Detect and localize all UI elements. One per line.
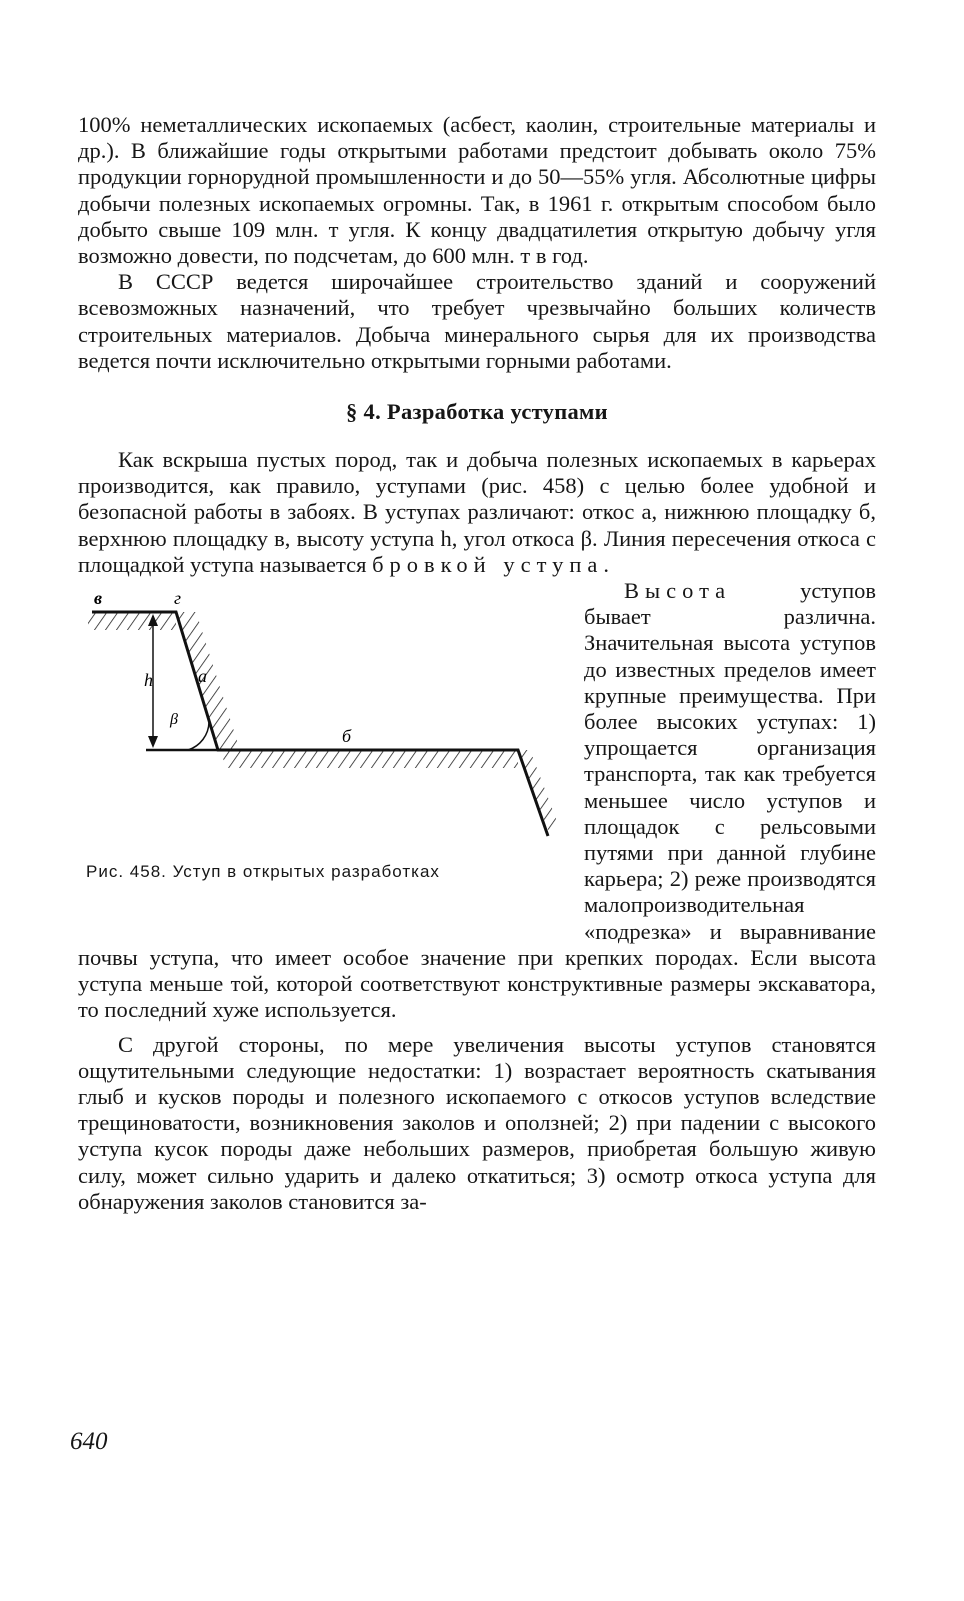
term-vysota: Высота <box>624 578 732 604</box>
paragraph-2: В СССР ведется широчайшее строительство зданий и сооружений всевозможных назначений, что требует чрезвычайно больших количеств строительных материалов. Добыча минерального сырья для их производства ведется почти исключительно открытыми горными работами. <box>78 269 876 373</box>
paragraph-4-text: уступов бывает различна. Значительная высота уступов до известных пределов имеет крупные преимущества. При более высоких уступах: 1) упрощается организация транспорта, так как требуется меньшее число уступов и площадок с рельсовыми путями при данной глубине карьера; 2) реже производятся малопроизводительная «подрезка» и выравнивание почвы уступа, что имеет особое значение при крепких породах. Если высота уступа меньше той, которой соответствуют конструктивные размеры экскаватора, то последний хуже используется. <box>78 578 876 1023</box>
arrow-down <box>148 736 158 748</box>
page-body <box>78 112 876 1215</box>
label-v: в <box>94 590 103 609</box>
paragraph-5: С другой стороны, по мере увеличения высоты уступов становятся ощутительными следующие недостатки: 1) возрастает вероятность скатывания глыб и кусков породы и полезного ископаемого с откосов уступов вследствие трещиноватости, возникновения заколов и оползней; 2) при падении с высокого уступа кусок породы даже небольших размеров, приобретая большую живую силу, может сильно ударить и далеко откатиться; 3) осмотр откоса уступа для обнаружения заколов становится за- <box>78 1031 876 1214</box>
bench-profile <box>92 612 548 836</box>
angle-arc <box>188 722 209 750</box>
page-number: 640 <box>70 1428 108 1455</box>
paragraph-3-text: Как вскрыша пустых пород, так и добыча полезных ископаемых в карьерах производится, как правило, уступами (рис. 458) с целью более удобной и безопасной работы в забоях. В уступах различают: откос а, нижнюю площадку б, верхнюю площадку в, высоту уступа h, угол откоса β. Линия пересечения откоса с площадкой уступа называется <box>78 447 876 577</box>
term-brovka: бровкой уступа <box>372 551 604 577</box>
right-slope-hatch <box>518 750 558 830</box>
label-g: г <box>174 590 182 609</box>
figure-caption: Рис. 458. Уступ в открытых разработках <box>86 862 440 882</box>
bench-diagram <box>78 590 558 860</box>
section-title: § 4. Разработка уступами <box>346 399 608 425</box>
label-beta: β <box>170 711 178 729</box>
label-b: б <box>342 726 352 747</box>
figure-458 <box>78 578 570 933</box>
label-a: а <box>198 666 207 687</box>
paragraph-3 <box>78 447 876 578</box>
label-h: h <box>144 670 153 691</box>
paragraph-3-end: . <box>603 551 610 577</box>
lower-platform-hatch <box>218 750 518 768</box>
upper-platform-hatch <box>88 612 176 630</box>
paragraph-1: 100% неметаллических ископаемых (асбест, каолин, строительные материалы и др.). В ближайшие годы открытыми работами предстоит добывать около 75% продукции горнорудной промышленности и до 50—55% угля. Абсолютные цифры добычи полезных ископаемых огромны. Так, в 1961 г. открытым способом было добыто свыше 109 млн. т угля. К концу двадцатилетия открытую добычу угля возможно довести, по подсчетам, до 600 млн. т в год. <box>78 112 876 269</box>
